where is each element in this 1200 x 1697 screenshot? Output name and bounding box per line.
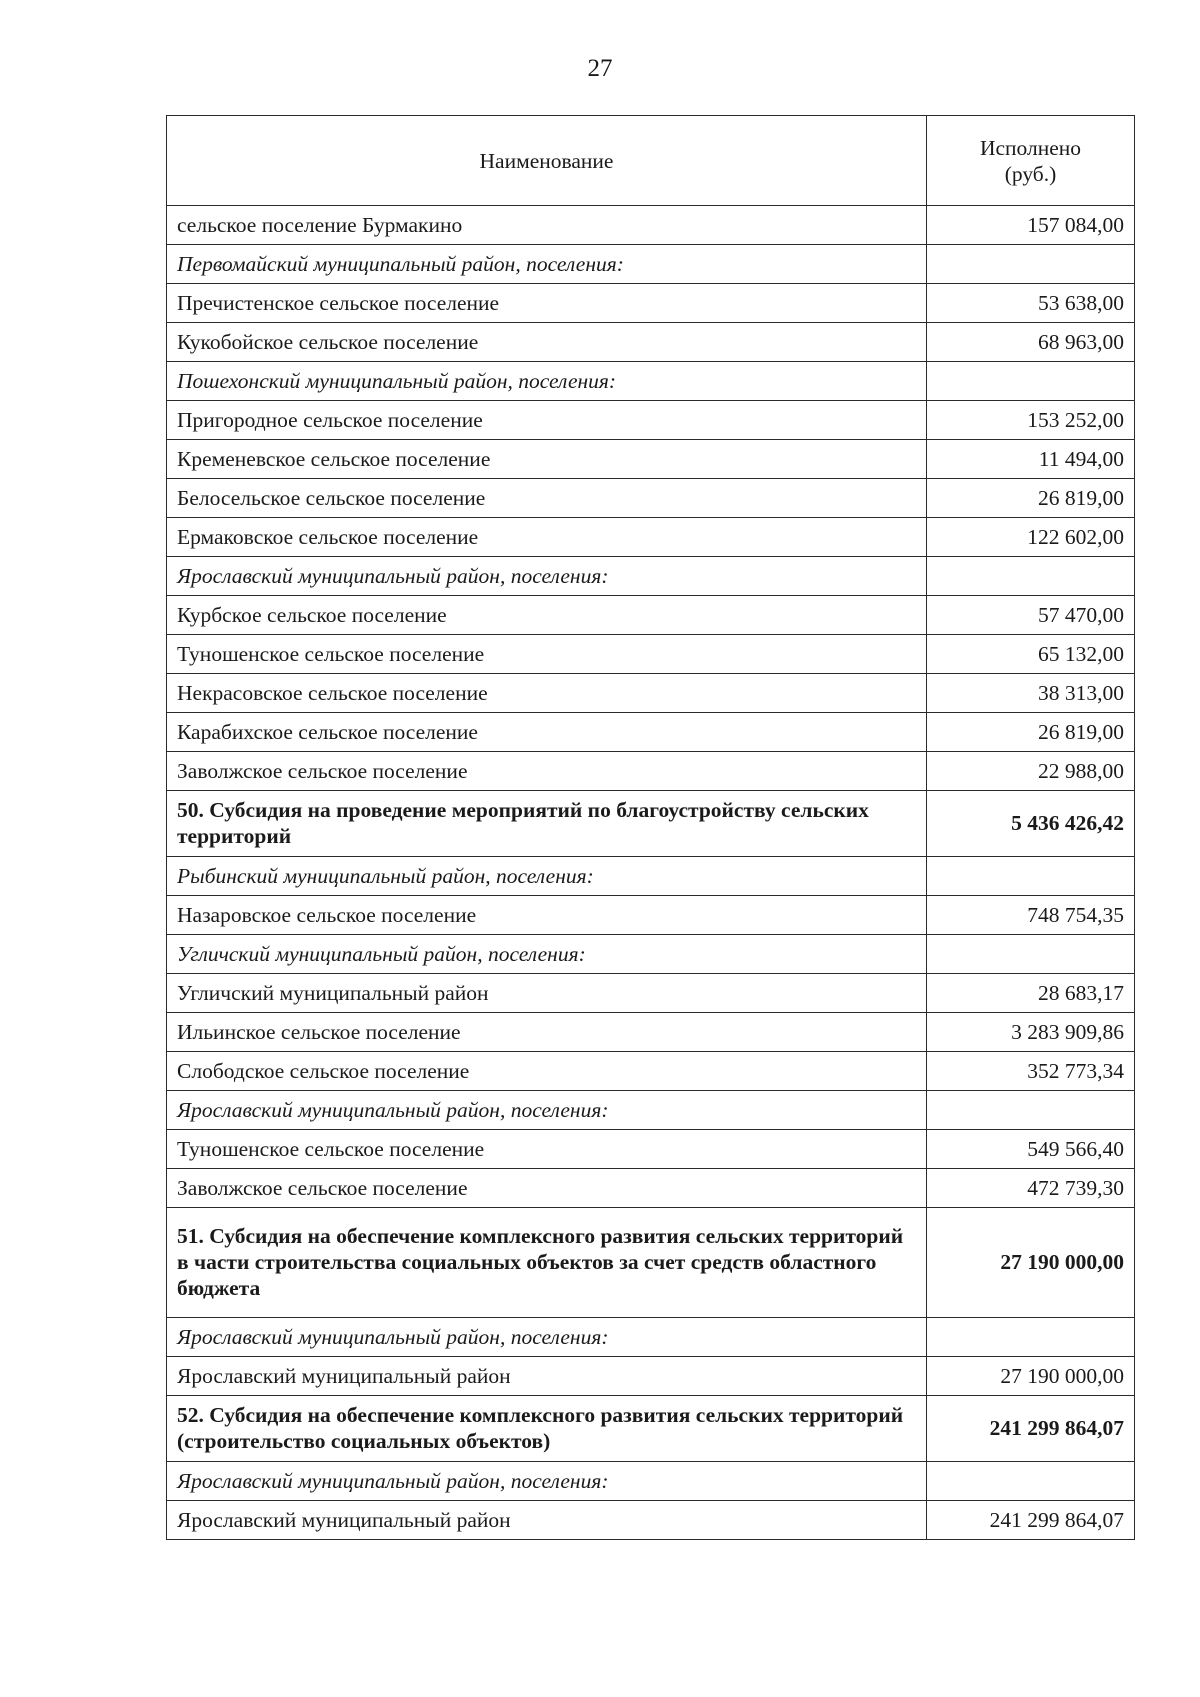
amount-cell: 122 602,00: [927, 518, 1135, 557]
group-heading-row: [167, 935, 1135, 974]
group-heading: Ярославский муниципальный район, поселения:: [167, 1091, 927, 1130]
amount-cell: [927, 245, 1135, 284]
table-row: [167, 596, 1135, 635]
settlement-name: Ильинское сельское поселение: [167, 1013, 927, 1052]
section-amount: 27 190 000,00: [927, 1208, 1135, 1318]
section-title: 51. Субсидия на обеспечение комплексного развития сельских территорий в части строительства социальных объектов за счет средств областного бюджета: [167, 1208, 927, 1318]
settlement-name: Заволжское сельское поселение: [167, 752, 927, 791]
section-row: [167, 791, 1135, 857]
group-heading: Ярославский муниципальный район, поселения:: [167, 1462, 927, 1501]
settlement-name: Туношенское сельское поселение: [167, 635, 927, 674]
column-header-amount: [927, 116, 1135, 206]
settlement-name: сельское поселение Бурмакино: [167, 206, 927, 245]
amount-cell: 27 190 000,00: [927, 1357, 1135, 1396]
amount-cell: 53 638,00: [927, 284, 1135, 323]
group-heading-row: [167, 557, 1135, 596]
amount-cell: 472 739,30: [927, 1169, 1135, 1208]
section-title: 50. Субсидия на проведение мероприятий по благоустройству сельских территорий: [167, 791, 927, 857]
table-row: [167, 440, 1135, 479]
table-row: [167, 896, 1135, 935]
settlement-name: Белосельское сельское поселение: [167, 479, 927, 518]
amount-cell: 11 494,00: [927, 440, 1135, 479]
amount-cell: 153 252,00: [927, 401, 1135, 440]
table-row: [167, 401, 1135, 440]
amount-cell: 38 313,00: [927, 674, 1135, 713]
settlement-name: Пригородное сельское поселение: [167, 401, 927, 440]
amount-cell: [927, 1318, 1135, 1357]
section-row: [167, 1208, 1135, 1318]
column-header-amount-label: Исполнено (руб.): [979, 135, 1082, 186]
group-heading-row: [167, 1462, 1135, 1501]
group-heading-row: [167, 1091, 1135, 1130]
table-row: [167, 674, 1135, 713]
table-row: [167, 1501, 1135, 1540]
group-heading: Ярославский муниципальный район, поселения:: [167, 1318, 927, 1357]
settlement-name: Кукобойское сельское поселение: [167, 323, 927, 362]
settlement-name: Курбское сельское поселение: [167, 596, 927, 635]
group-heading: Рыбинский муниципальный район, поселения:: [167, 857, 927, 896]
table-row: [167, 323, 1135, 362]
settlement-name: Некрасовское сельское поселение: [167, 674, 927, 713]
section-row: [167, 1396, 1135, 1462]
settlement-name: Туношенское сельское поселение: [167, 1130, 927, 1169]
settlement-name: Слободское сельское поселение: [167, 1052, 927, 1091]
amount-cell: 352 773,34: [927, 1052, 1135, 1091]
table-row: [167, 1169, 1135, 1208]
amount-cell: 68 963,00: [927, 323, 1135, 362]
settlement-name: Ермаковское сельское поселение: [167, 518, 927, 557]
table-row: [167, 1357, 1135, 1396]
settlement-name: Карабихское сельское поселение: [167, 713, 927, 752]
amount-cell: 26 819,00: [927, 713, 1135, 752]
table-row: [167, 752, 1135, 791]
section-amount: 5 436 426,42: [927, 791, 1135, 857]
amount-cell: [927, 935, 1135, 974]
amount-cell: [927, 362, 1135, 401]
table-row: [167, 479, 1135, 518]
group-heading-row: [167, 245, 1135, 284]
amount-cell: 241 299 864,07: [927, 1501, 1135, 1540]
amount-cell: 3 283 909,86: [927, 1013, 1135, 1052]
settlement-name: Пречистенское сельское поселение: [167, 284, 927, 323]
group-heading-row: [167, 362, 1135, 401]
amount-cell: 22 988,00: [927, 752, 1135, 791]
amount-cell: 549 566,40: [927, 1130, 1135, 1169]
column-header-name: Наименование: [167, 116, 927, 206]
table-row: [167, 635, 1135, 674]
settlement-name: Назаровское сельское поселение: [167, 896, 927, 935]
group-heading: Пошехонский муниципальный район, поселения:: [167, 362, 927, 401]
table-row: [167, 974, 1135, 1013]
settlement-name: Заволжское сельское поселение: [167, 1169, 927, 1208]
section-amount: 241 299 864,07: [927, 1396, 1135, 1462]
amount-cell: 57 470,00: [927, 596, 1135, 635]
amount-cell: 65 132,00: [927, 635, 1135, 674]
table-header-row: [167, 116, 1135, 206]
amount-cell: [927, 1091, 1135, 1130]
amount-cell: 28 683,17: [927, 974, 1135, 1013]
table-row: [167, 1130, 1135, 1169]
settlement-name: Угличский муниципальный район: [167, 974, 927, 1013]
page-number: 27: [587, 55, 613, 82]
table-row: [167, 1052, 1135, 1091]
section-title: 52. Субсидия на обеспечение комплексного развития сельских территорий (строительство социальных объектов): [167, 1396, 927, 1462]
table-row: [167, 713, 1135, 752]
amount-cell: 26 819,00: [927, 479, 1135, 518]
amount-cell: [927, 1462, 1135, 1501]
budget-table: [166, 115, 1135, 1540]
amount-cell: 748 754,35: [927, 896, 1135, 935]
amount-cell: [927, 557, 1135, 596]
table-row: [167, 1013, 1135, 1052]
settlement-name: Ярославский муниципальный район: [167, 1501, 927, 1540]
group-heading: Угличский муниципальный район, поселения:: [167, 935, 927, 974]
amount-cell: [927, 857, 1135, 896]
settlement-name: Кременевское сельское поселение: [167, 440, 927, 479]
group-heading-row: [167, 1318, 1135, 1357]
settlement-name: Ярославский муниципальный район: [167, 1357, 927, 1396]
table-row: [167, 284, 1135, 323]
table-row: [167, 206, 1135, 245]
group-heading: Первомайский муниципальный район, поселения:: [167, 245, 927, 284]
table-row: [167, 518, 1135, 557]
amount-cell: 157 084,00: [927, 206, 1135, 245]
table-body: [167, 206, 1135, 1540]
group-heading-row: [167, 857, 1135, 896]
group-heading: Ярославский муниципальный район, поселения:: [167, 557, 927, 596]
